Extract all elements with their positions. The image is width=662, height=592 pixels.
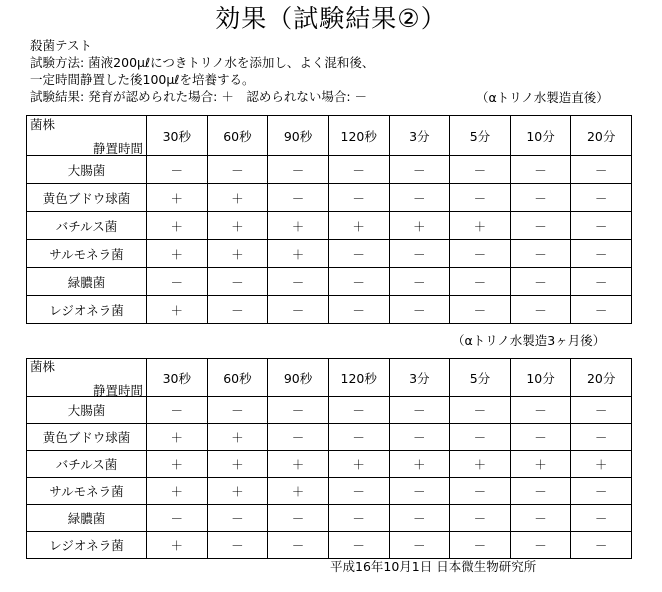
result-cell: － (571, 184, 632, 212)
results-table-immediate (26, 115, 632, 324)
result-cell: ＋ (328, 451, 389, 478)
header-time-cell: 20分 (571, 359, 632, 397)
table-row (27, 424, 632, 451)
test-description (30, 37, 374, 105)
result-cell: － (207, 397, 268, 424)
result-cell: － (389, 156, 450, 184)
result-cell: － (268, 268, 329, 296)
result-cell: ＋ (207, 451, 268, 478)
result-cell: － (510, 156, 571, 184)
table-row (27, 397, 632, 424)
result-cell: － (450, 156, 511, 184)
header-time-cell: 10分 (510, 359, 571, 397)
result-cell: － (450, 240, 511, 268)
result-cell: ＋ (147, 478, 208, 505)
header-time-cell: 20分 (571, 116, 632, 156)
header-time-cell: 5分 (450, 359, 511, 397)
result-cell: － (328, 532, 389, 559)
table-row (27, 212, 632, 240)
result-cell: － (328, 184, 389, 212)
table-row (27, 156, 632, 184)
result-cell: － (268, 296, 329, 324)
corner-label-time: 静置時間 (92, 382, 143, 398)
result-cell: － (389, 268, 450, 296)
result-cell: － (389, 424, 450, 451)
strain-name-cell: 黄色ブドウ球菌 (27, 424, 147, 451)
result-cell: ＋ (268, 212, 329, 240)
table-row (27, 532, 632, 559)
result-cell: － (147, 156, 208, 184)
strain-name-cell: 緑膿菌 (27, 268, 147, 296)
result-cell: － (328, 505, 389, 532)
result-cell: － (571, 424, 632, 451)
result-cell: ＋ (389, 451, 450, 478)
result-cell: － (571, 397, 632, 424)
result-cell: － (268, 532, 329, 559)
result-cell: － (389, 397, 450, 424)
result-cell: － (328, 268, 389, 296)
result-cell: － (450, 478, 511, 505)
result-cell: － (389, 240, 450, 268)
strain-name-cell: 緑膿菌 (27, 505, 147, 532)
table-row (27, 505, 632, 532)
result-cell: － (450, 505, 511, 532)
result-cell: － (510, 240, 571, 268)
result-cell: － (207, 532, 268, 559)
result-cell: ＋ (207, 184, 268, 212)
result-cell: － (207, 296, 268, 324)
result-cell: － (147, 505, 208, 532)
result-cell: － (571, 212, 632, 240)
result-cell: ＋ (268, 451, 329, 478)
header-corner-cell (27, 116, 147, 156)
result-cell: － (450, 424, 511, 451)
result-cell: ＋ (389, 212, 450, 240)
header-time-cell: 10分 (510, 116, 571, 156)
result-cell: － (328, 478, 389, 505)
strain-name-cell: バチルス菌 (27, 451, 147, 478)
strain-name-cell: 大腸菌 (27, 156, 147, 184)
result-cell: － (510, 212, 571, 240)
result-cell: － (268, 424, 329, 451)
result-cell: － (389, 478, 450, 505)
table-row (27, 296, 632, 324)
corner-label-strain: 菌株 (30, 116, 56, 132)
header-time-cell: 120秒 (328, 116, 389, 156)
page-title: 効果（試験結果②） (215, 4, 447, 33)
table-row (27, 268, 632, 296)
result-cell: － (510, 397, 571, 424)
result-cell: － (510, 532, 571, 559)
result-cell: － (450, 532, 511, 559)
table1-body (27, 156, 632, 324)
result-cell: ＋ (510, 451, 571, 478)
result-cell: ＋ (147, 184, 208, 212)
result-cell: － (510, 424, 571, 451)
header-time-cell: 90秒 (268, 359, 329, 397)
strain-name-cell: レジオネラ菌 (27, 532, 147, 559)
table-header-row (27, 359, 632, 397)
header-time-cell: 30秒 (147, 116, 208, 156)
header-time-cell: 3分 (389, 359, 450, 397)
table1-note: （αトリノ水製造直後） (476, 90, 609, 105)
corner-label-strain: 菌株 (30, 358, 56, 374)
result-cell: － (207, 156, 268, 184)
description-line-3: 一定時間静置した後100μℓを培養する。 (30, 72, 255, 87)
result-cell: － (571, 156, 632, 184)
table-row (27, 478, 632, 505)
table-row (27, 451, 632, 478)
result-cell: － (571, 478, 632, 505)
description-line-1: 殺菌テスト (30, 38, 93, 53)
result-cell: ＋ (328, 212, 389, 240)
result-cell: － (571, 296, 632, 324)
result-cell: － (450, 296, 511, 324)
result-cell: ＋ (207, 212, 268, 240)
table2-note: （αトリノ水製造3ヶ月後） (452, 333, 606, 348)
result-cell: － (328, 296, 389, 324)
table-row (27, 184, 632, 212)
result-cell: ＋ (450, 451, 511, 478)
result-cell: － (571, 268, 632, 296)
strain-name-cell: サルモネラ菌 (27, 240, 147, 268)
result-cell: － (510, 296, 571, 324)
result-cell: － (268, 184, 329, 212)
result-cell: － (389, 184, 450, 212)
strain-name-cell: バチルス菌 (27, 212, 147, 240)
header-time-cell: 60秒 (207, 116, 268, 156)
table-header-row (27, 116, 632, 156)
table2-body (27, 397, 632, 559)
result-cell: － (571, 532, 632, 559)
corner-label-time: 静置時間 (92, 140, 143, 156)
header-time-cell: 60秒 (207, 359, 268, 397)
result-cell: ＋ (147, 212, 208, 240)
result-cell: － (389, 505, 450, 532)
footer-credit: 平成16年10月1日 日本微生物研究所 (330, 559, 537, 574)
description-line-2: 試験方法: 菌液200μℓにつきトリノ水を添加し、よく混和後、 (30, 55, 375, 70)
results-table-3-months (26, 358, 632, 559)
result-cell: ＋ (147, 240, 208, 268)
header-time-cell: 120秒 (328, 359, 389, 397)
result-cell: － (571, 240, 632, 268)
header-corner-cell (27, 359, 147, 397)
result-cell: ＋ (268, 478, 329, 505)
result-cell: ＋ (571, 451, 632, 478)
result-cell: － (147, 268, 208, 296)
result-cell: － (510, 268, 571, 296)
result-cell: － (207, 505, 268, 532)
strain-name-cell: サルモネラ菌 (27, 478, 147, 505)
result-cell: － (147, 397, 208, 424)
result-cell: － (510, 505, 571, 532)
result-cell: ＋ (450, 212, 511, 240)
result-cell: ＋ (147, 451, 208, 478)
header-time-cell: 3分 (389, 116, 450, 156)
result-cell: ＋ (207, 424, 268, 451)
result-cell: ＋ (147, 424, 208, 451)
result-cell: ＋ (207, 240, 268, 268)
header-time-cell: 5分 (450, 116, 511, 156)
result-cell: ＋ (207, 478, 268, 505)
result-cell: － (328, 156, 389, 184)
strain-name-cell: 黄色ブドウ球菌 (27, 184, 147, 212)
table-row (27, 240, 632, 268)
description-line-4: 試験結果: 発育が認められた場合: ＋ 認められない場合: － (30, 89, 368, 104)
result-cell: － (389, 296, 450, 324)
result-cell: ＋ (147, 532, 208, 559)
result-cell: － (510, 478, 571, 505)
header-time-cell: 90秒 (268, 116, 329, 156)
result-cell: － (450, 268, 511, 296)
header-time-cell: 30秒 (147, 359, 208, 397)
result-cell: － (328, 424, 389, 451)
result-cell: ＋ (268, 240, 329, 268)
result-cell: － (510, 184, 571, 212)
result-cell: ＋ (147, 296, 208, 324)
result-cell: － (450, 184, 511, 212)
strain-name-cell: レジオネラ菌 (27, 296, 147, 324)
result-cell: － (268, 397, 329, 424)
strain-name-cell: 大腸菌 (27, 397, 147, 424)
result-cell: － (207, 268, 268, 296)
result-cell: － (389, 532, 450, 559)
result-cell: － (571, 505, 632, 532)
result-cell: － (328, 397, 389, 424)
result-cell: － (268, 156, 329, 184)
result-cell: － (268, 505, 329, 532)
result-cell: － (328, 240, 389, 268)
result-cell: － (450, 397, 511, 424)
